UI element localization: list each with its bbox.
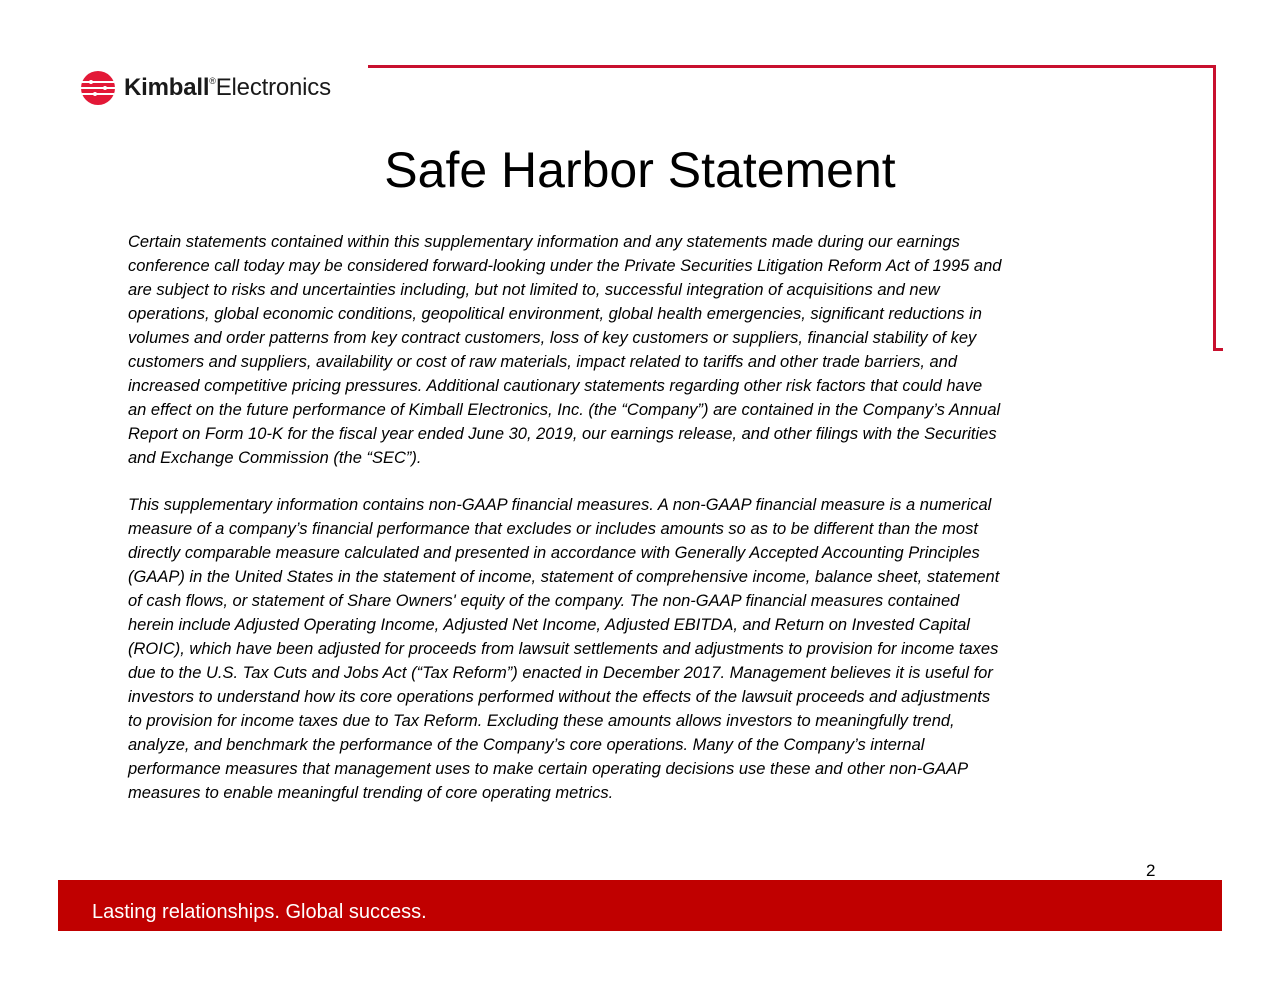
paragraph-line: (ROIC), which have been adjusted for proceeds from lawsuit settlements and adjustments to provision for income taxes xyxy=(128,640,999,658)
slide-title: Safe Harbor Statement xyxy=(384,142,896,198)
paragraph-line: to provision for income taxes due to Tax Reform. Excluding these amounts allows investors to meaningfully trend, xyxy=(128,712,955,730)
logo-registered-mark: ® xyxy=(209,76,216,86)
paragraph-line: due to the U.S. Tax Cuts and Jobs Act (“Tax Reform”) enacted in December 2017. Management believes it is useful for xyxy=(128,664,993,682)
non-gaap-paragraph xyxy=(128,493,1168,805)
safe-harbor-paragraph xyxy=(128,230,1168,470)
page-number: 2 xyxy=(1146,861,1156,880)
kimball-circle-logo-icon xyxy=(80,70,116,106)
paragraph-line: increased competitive pricing pressures. Additional cautionary statements regarding other risk factors that could have xyxy=(128,377,983,395)
paragraph-line: This supplementary information contains non-GAAP financial measures. A non-GAAP financial measure is a numerical xyxy=(128,496,992,514)
paragraph-line: herein include Adjusted Operating Income, Adjusted Net Income, Adjusted EBITDA, and Return on Invested Capital xyxy=(128,616,970,634)
paragraph-line: customers and suppliers, availability or cost of raw materials, impact related to tariffs and other trade barriers, and xyxy=(128,353,958,371)
frame-right-rule xyxy=(1213,65,1216,351)
paragraph-line: measure of a company’s financial performance that excludes or includes amounts so as to be different than the most xyxy=(128,520,978,538)
paragraph-line: and Exchange Commission (the “SEC”). xyxy=(128,449,422,467)
paragraph-line: investors to understand how its core operations performed without the effects of the lawsuit proceeds and adjustments xyxy=(128,688,991,706)
footer-tagline: Lasting relationships. Global success. xyxy=(92,901,427,923)
logo-wordmark xyxy=(124,74,331,102)
paragraph-line: directly comparable measure calculated and presented in accordance with Generally Accepted Accounting Principles xyxy=(128,544,980,562)
paragraph-line: volumes and order patterns from key contract customers, loss of key customers or suppliers, financial stability of key xyxy=(128,329,977,347)
paragraph-line: measures to enable meaningful trending of core operating metrics. xyxy=(128,784,614,802)
paragraph-line: Certain statements contained within this supplementary information and any statements made during our earnings xyxy=(128,233,960,251)
paragraph-line: an effect on the future performance of Kimball Electronics, Inc. (the “Company”) are contained in the Company’s Annual xyxy=(128,401,1001,419)
paragraph-line: performance measures that management uses to make certain operating decisions use these and other non-GAAP xyxy=(128,760,969,778)
footer-bar xyxy=(58,880,1222,931)
paragraph-line: are subject to risks and uncertainties including, but not limited to, successful integration of acquisitions and new xyxy=(128,281,940,299)
paragraph-line: Report on Form 10-K for the fiscal year ended June 30, 2019, our earnings release, and other filings with the Securities xyxy=(128,425,997,443)
paragraph-line: analyze, and benchmark the performance of the Company’s core operations. Many of the Company’s internal xyxy=(128,736,925,754)
paragraph-line: of cash flows, or statement of Share Owners' equity of the company. The non-GAAP financial measures contained xyxy=(128,592,960,610)
frame-top-rule xyxy=(368,65,1216,68)
paragraph-line: conference call today may be considered forward-looking under the Private Securities Litigation Reform Act of 1995 and xyxy=(128,257,1002,275)
paragraph-line: (GAAP) in the United States in the statement of income, statement of comprehensive income, balance sheet, statement xyxy=(128,568,1000,586)
frame-foot-rule xyxy=(1213,348,1223,351)
logo-brand-bold: Kimball xyxy=(124,74,210,101)
logo-brand-light: Electronics xyxy=(215,74,331,101)
company-logo xyxy=(80,70,331,106)
paragraph-line: operations, global economic conditions, geopolitical environment, global health emergencies, significant reductions in xyxy=(128,305,982,323)
